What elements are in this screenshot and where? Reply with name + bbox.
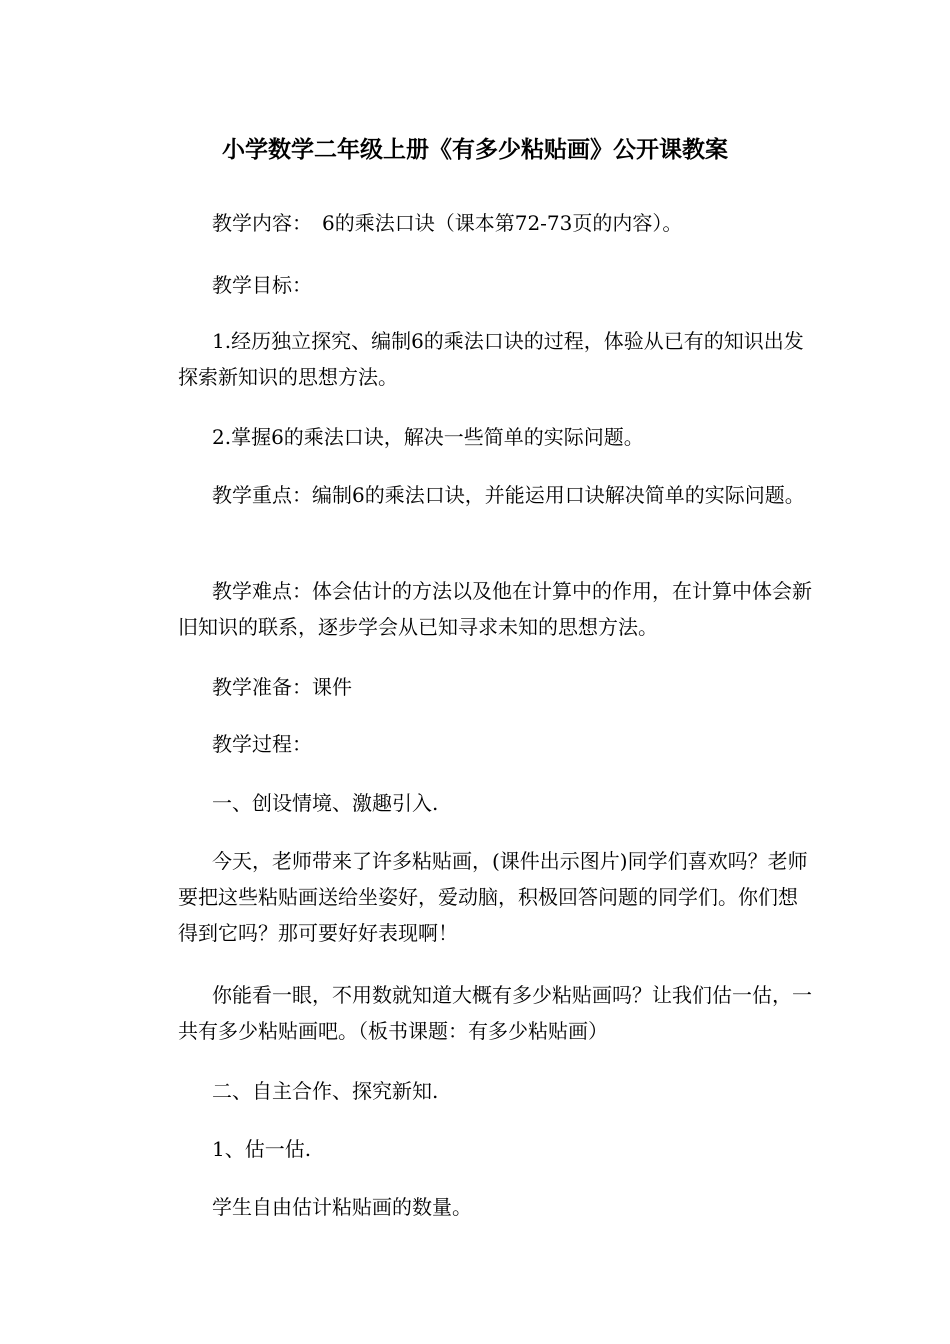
paragraph-key-points: 教学重点：编制6的乘法口诀，并能运用口诀解决简单的实际问题。 bbox=[212, 483, 805, 507]
paragraph-goal-1: 1.经历独立探究、编制6的乘法口诀的过程，体验从已有的知识出发探索新知识的思想方法。 bbox=[178, 329, 804, 389]
paragraph-step-1: 1、估一估. bbox=[212, 1137, 312, 1161]
paragraph-estimate-prompt: 你能看一眼，不用数就知道大概有多少粘贴画吗？让我们估一估，一共有多少粘贴画吧。（板书课题：有多少粘贴画） bbox=[178, 983, 812, 1043]
paragraph-section-1: 一、创设情境、激趣引入. bbox=[212, 791, 439, 815]
paragraph-preparation: 教学准备：课件 bbox=[212, 675, 352, 699]
paragraph-student-estimate: 学生自由估计粘贴画的数量。 bbox=[212, 1195, 472, 1219]
paragraph-teaching-content: 教学内容： 6的乘法口诀（课本第72-73页的内容）。 bbox=[212, 211, 683, 235]
paragraph-process-heading: 教学过程： bbox=[212, 732, 312, 756]
paragraph-section-2: 二、自主合作、探究新知. bbox=[212, 1079, 439, 1103]
paragraph-difficulties: 教学难点：体会估计的方法以及他在计算中的作用，在计算中体会新旧知识的联系，逐步学会从已知寻求未知的思想方法。 bbox=[178, 579, 812, 639]
document-title: 小学数学二年级上册《有多少粘贴画》公开课教案 bbox=[222, 137, 728, 163]
paragraph-goal-2: 2.掌握6的乘法口诀，解决一些简单的实际问题。 bbox=[212, 425, 644, 449]
paragraph-intro-story: 今天，老师带来了许多粘贴画，(课件出示图片)同学们喜欢吗？老师要把这些粘贴画送给坐姿好，爱动脑，积极回答问题的同学们。你们想得到它吗？那可要好好表现啊！ bbox=[178, 849, 808, 945]
paragraph-teaching-goals-heading: 教学目标： bbox=[212, 273, 312, 297]
